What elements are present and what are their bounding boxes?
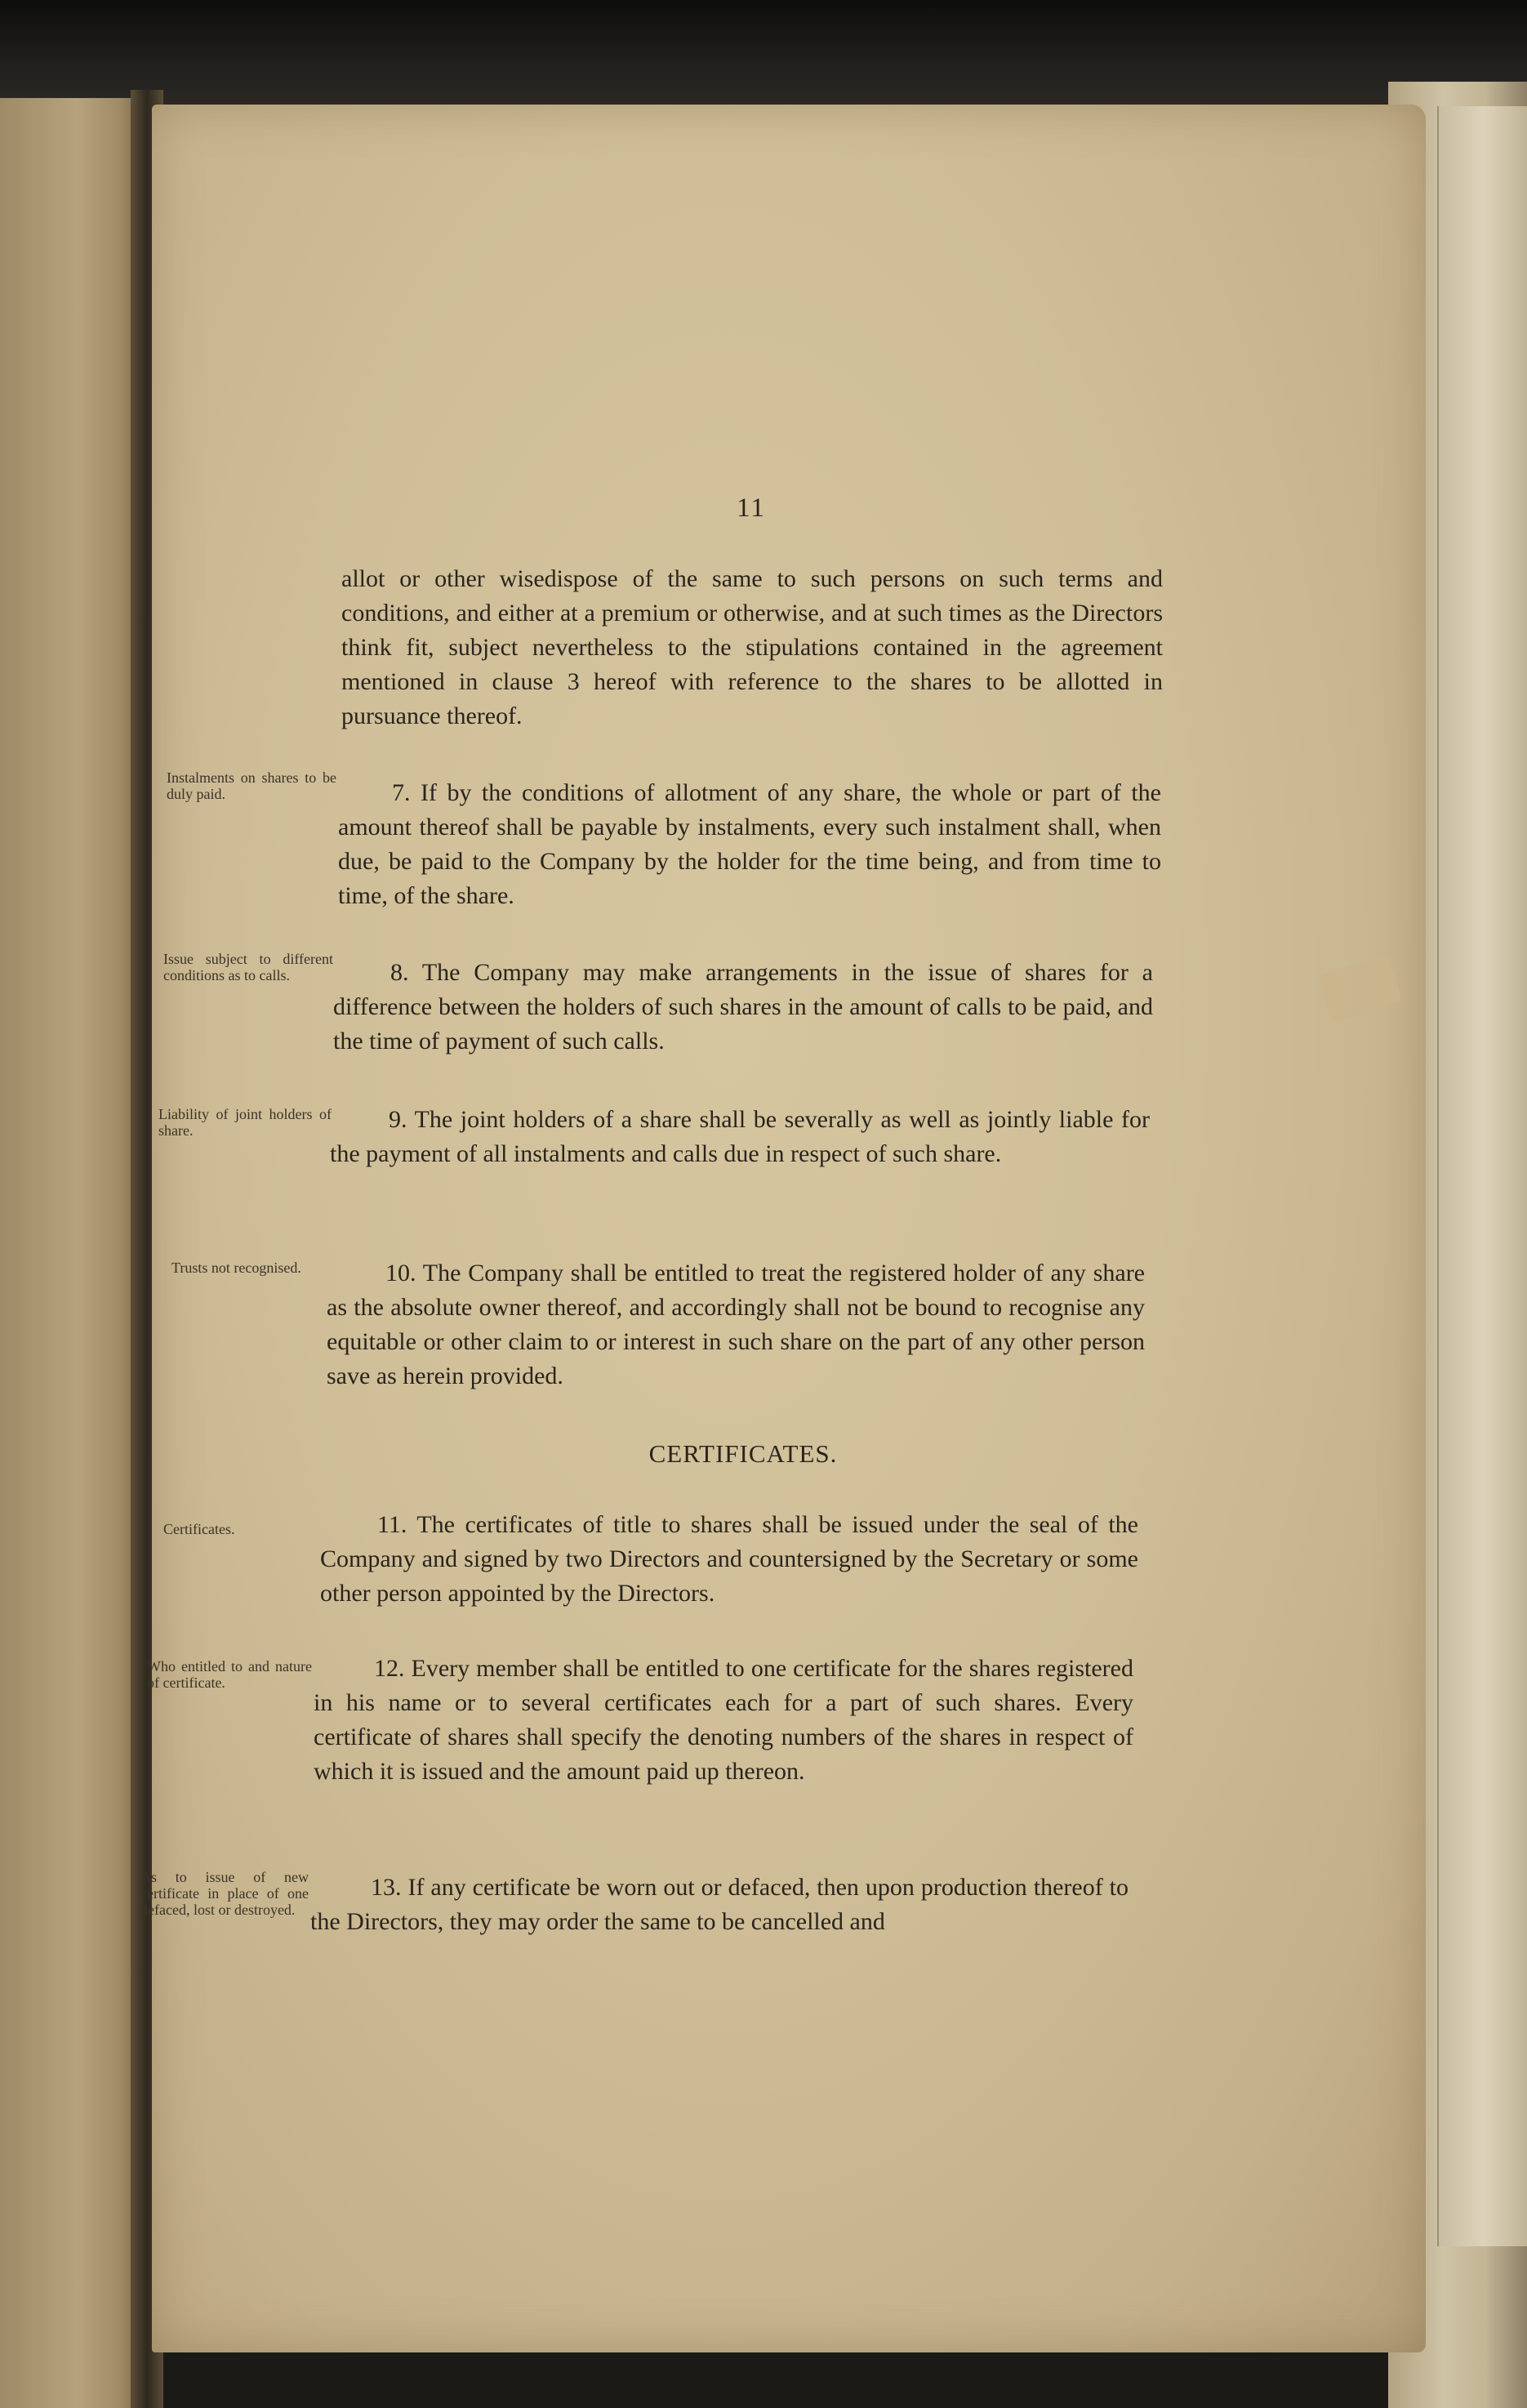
paragraph-clause-9 [330,1103,1150,1171]
margin-note-clause-7: Instalments on shares to be duly paid. [167,769,336,802]
paragraph-text: 10. The Company shall be entitled to treat the registered holder of any share as the absolute owner thereof, and accordingly shall not be bound to recognise any equitable or other claim to or interest in such share on the part of any other person save as herein provided. [327,1260,1145,1389]
paragraph-text: 7. If by the conditions of allotment of any share, the whole or part of the amount thereof shall be payable by instalments, every such instalment shall, when due, be paid to the Company by the holder for the time being, and from time to time, of the share. [338,779,1161,909]
section-heading: CERTIFICATES. [648,1439,838,1468]
margin-note-clause-8: Issue subject to different conditions as to calls. [163,951,333,983]
page-number: 11 [737,493,766,523]
paragraph-clause-10 [327,1256,1145,1394]
paragraph-text: 12. Every member shall be entitled to one certificate for the shares registered in his name or to several certificates each for a part of such shares. Every certificate of shares shall specify the denoting numbers of the shares in respect of which it is issued and the amount paid up thereon. [314,1655,1133,1785]
paragraph-clause-11 [320,1508,1138,1611]
margin-note-clause-12: Who entitled to and nature of certificate. [147,1658,312,1691]
paragraph-text: 8. The Company may make arrangements in the issue of shares for a difference between the holders of such shares in the amount of calls to be paid, and the time of payment of such calls. [333,959,1153,1055]
paragraph-clause-13 [310,1871,1129,1939]
paragraph-continuation [341,562,1163,734]
paragraph-text: 13. If any certificate be worn out or defaced, then upon production thereof to the Directors, they may order the same to be cancelled and [310,1874,1129,1935]
paragraph-text: 9. The joint holders of a share shall be severally as well as jointly liable for the payment of all instalments and calls due in respect of such share. [330,1106,1150,1167]
paragraph-text: allot or other wisedispose of the same to such persons on such terms and conditions, and either at a premium or otherwise, and at such times as the Directors think fit, subject nevertheless to the stipulations contained in the agreement mentioned in clause 3 hereof with reference to the shares to be allotted in pursuance thereof. [341,565,1163,729]
margin-note-clause-9: Liability of joint holders of share. [158,1106,332,1139]
paragraph-clause-12 [314,1652,1133,1789]
margin-note-clause-10: Trusts not recognised. [171,1260,301,1276]
facing-page-edge [0,98,140,2408]
book-binding [0,0,1527,114]
underlying-page-edge [1437,106,1527,2246]
paragraph-clause-7 [338,776,1161,913]
paragraph-clause-8 [333,956,1153,1059]
document-page [152,105,1426,2352]
margin-note-clause-13: As to issue of new certificate in place of one defaced, lost or destroyed. [140,1869,309,1918]
margin-note-clause-11: Certificates. [163,1521,235,1537]
paragraph-text: 11. The certificates of title to shares shall be issued under the seal of the Company and signed by two Directors and countersigned by the Secretary or some other person appointed by the Directors. [320,1511,1138,1607]
